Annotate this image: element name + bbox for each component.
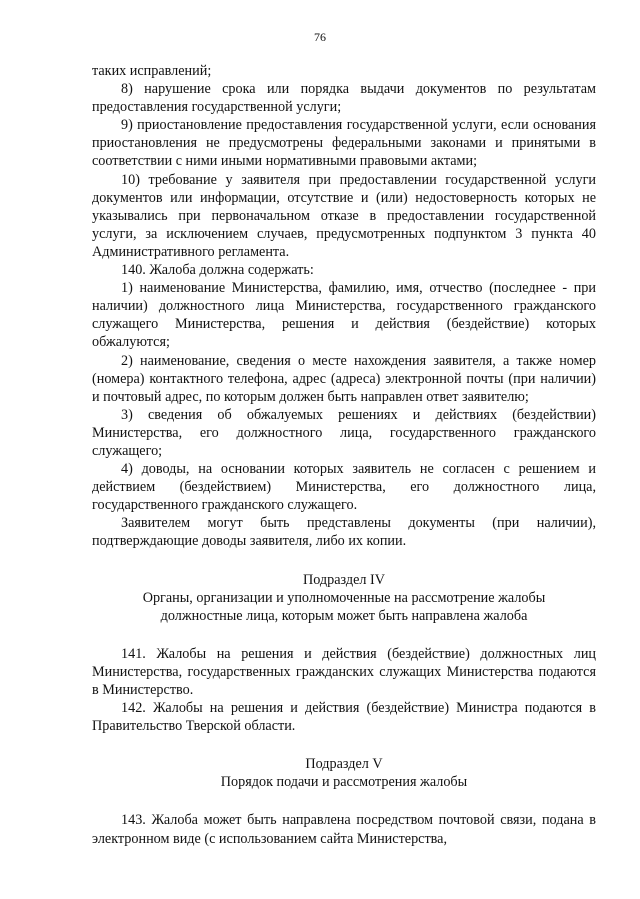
spacer: [92, 791, 596, 811]
paragraph: 10) требование у заявителя при предоставлении государственной услуги документов или информации, отсутствие и (или) недостоверность которых не указывались при первоначальном отказе в предоставлении государственной услуги, за исключением случаев, предусмотренных подпунктом 3 пункта 40 Административного регламента.: [92, 171, 596, 260]
paragraph: 4) доводы, на основании которых заявитель не согласен с решением и действием (бездействием) Министерства, его должностного лица, государственного гражданского служащего.: [92, 461, 596, 514]
paragraph: 8) нарушение срока или порядка выдачи документов по результатам предоставления государственной услуги;: [92, 81, 596, 116]
page-number: 76: [314, 30, 326, 44]
paragraph: 3) сведения об обжалуемых решениях и действиях (бездействии) Министерства, его должностного лица, государственного гражданского служащего;: [92, 406, 596, 459]
section-subtitle: должностные лица, которым может быть направлена жалоба: [160, 607, 528, 624]
spacer: [92, 735, 596, 755]
paragraph: Заявителем могут быть представлены документы (при наличии), подтверждающие доводы заявителя, либо их копии.: [92, 515, 596, 550]
document-body: [92, 62, 596, 848]
paragraph: 1) наименование Министерства, фамилию, имя, отчество (последнее - при наличии) должностного лица Министерства, государственного гражданского служащего Министерства, решения и действия (бездействие) которых обжалуются;: [92, 280, 596, 351]
paragraph: 9) приостановление предоставления государственной услуги, если основания приостановления не предусмотрены федеральными законами и принятыми в соответствии с ними иными нормативными правовыми актами;: [92, 117, 596, 170]
section-title: Подраздел V: [305, 756, 383, 773]
paragraph: 140. Жалоба должна содержать:: [121, 262, 314, 279]
paragraph: 2) наименование, сведения о месте нахождения заявителя, а также номер (номера) контактного телефона, адрес (адреса) электронной почты (при наличии) и почтовый адрес, по которым должен быть направлен ответ заявителю;: [92, 352, 596, 405]
section-subtitle: Органы, организации и уполномоченные на рассмотрение жалобы: [142, 589, 546, 606]
spacer: [92, 625, 596, 645]
paragraph: 142. Жалобы на решения и действия (бездействие) Министра подаются в Правительство Тверской области.: [92, 700, 596, 735]
spacer: [92, 551, 596, 571]
paragraph: таких исправлений;: [92, 63, 212, 79]
paragraph: 143. Жалоба может быть направлена посредством почтовой связи, подана в электронном виде (с использованием сайта Министерства,: [92, 812, 596, 847]
section-subtitle: Порядок подачи и рассмотрения жалобы: [220, 774, 468, 791]
paragraph: 141. Жалобы на решения и действия (бездействие) должностных лиц Министерства, государственных гражданских служащих Министерства подаются в Министерство.: [92, 645, 596, 698]
section-title: Подраздел IV: [302, 571, 385, 588]
